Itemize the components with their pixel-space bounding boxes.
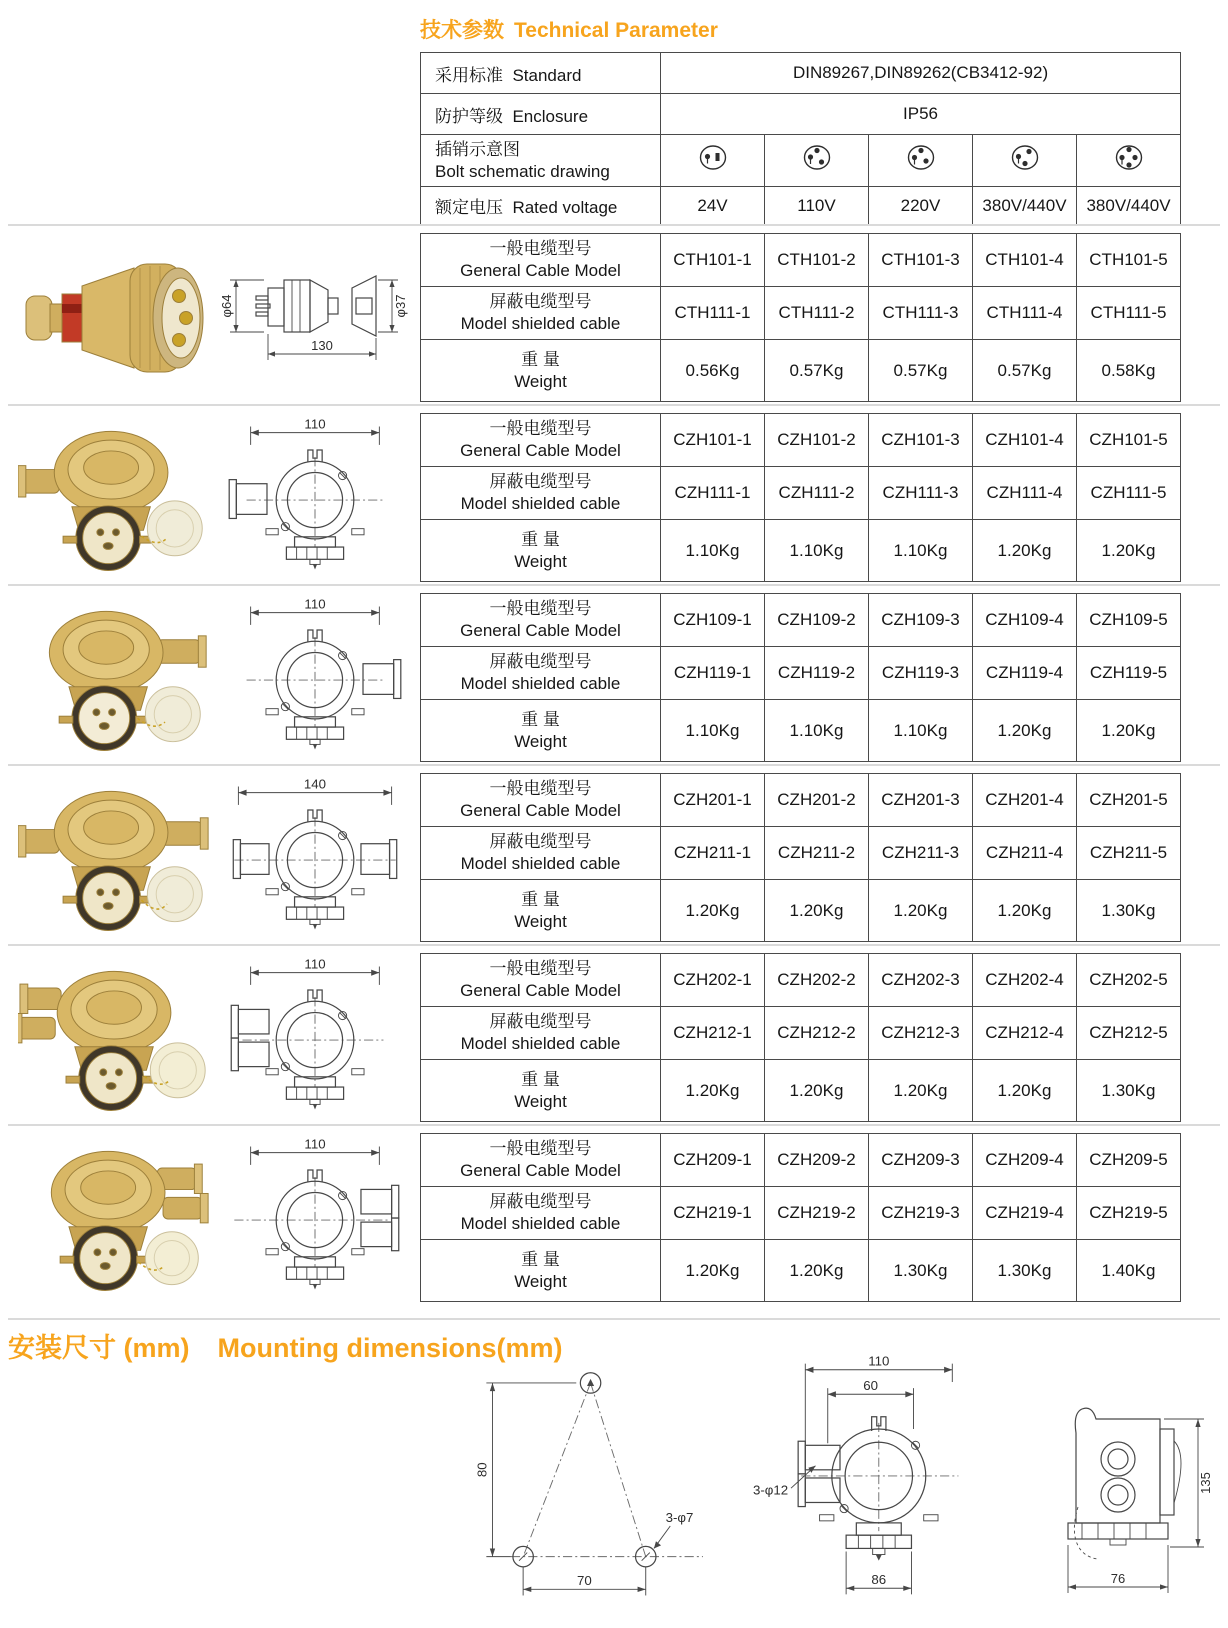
general-model: CZH101-3 [869,414,973,467]
product-section-czh101 [0,408,1228,586]
shielded-model: CZH212-5 [1077,1007,1181,1060]
general-model: CZH201-4 [973,774,1077,827]
enclosure-value: IP56 [661,94,1181,135]
shielded-model: CZH212-4 [973,1007,1077,1060]
spec-table-czh202 [420,953,1181,1122]
technical-parameter-table [420,52,1181,225]
socket-photo-illustration [18,1134,214,1300]
product-section-czh201 [0,768,1228,946]
row-label-general-model: 一般电缆型号 General Cable Model [421,414,661,467]
pin-diagram-380v-4p-cell [1077,135,1181,187]
shielded-model: CZH212-3 [869,1007,973,1060]
enclosure-label-zh: 防护等级 [435,106,503,126]
shielded-model: CZH119-4 [973,647,1077,700]
socket-dimension-drawing [220,594,410,760]
dim-label: 110 [304,1136,326,1152]
dim-label: 110 [304,416,326,432]
product-photo-socket [18,954,214,1120]
product-photo-socket [18,1134,214,1300]
shielded-model: CZH119-5 [1077,647,1181,700]
shielded-model: CZH211-4 [973,827,1077,880]
general-model: CZH201-3 [869,774,973,827]
shielded-model: CTH111-2 [765,287,869,340]
general-model: CZH109-2 [765,594,869,647]
general-model: CZH109-4 [973,594,1077,647]
weight-value: 1.20Kg [661,880,765,942]
voltage-label [421,187,661,225]
pin-diagram-380v-cell [973,135,1077,187]
row-label-weight: 重 量 Weight [421,1060,661,1122]
weight-value: 1.20Kg [765,880,869,942]
socket-dimension-drawing [220,774,410,940]
shielded-model: CZH119-3 [869,647,973,700]
pin-diagram-110v-cell [765,135,869,187]
pin-diagram-3pin-icon [901,142,941,174]
weight-value: 1.20Kg [973,880,1077,942]
shielded-model: CZH119-2 [765,647,869,700]
dim-label: 130 [311,338,333,353]
shielded-model: CZH219-2 [765,1187,869,1240]
general-model: CZH101-4 [973,414,1077,467]
dim-label: 70 [577,1573,592,1589]
voltage-value: 220V [869,187,973,225]
shielded-model: CZH111-2 [765,467,869,520]
hole-pattern-drawing [470,1352,705,1608]
shielded-model: CZH219-5 [1077,1187,1181,1240]
general-model: CZH201-2 [765,774,869,827]
enclosure-label [421,94,661,135]
standard-label-zh: 采用标准 [435,65,503,85]
row-label-shielded-model: 屏蔽电缆型号 Model shielded cable [421,827,661,880]
product-drawing-plug [220,234,410,400]
spec-table-czh209 [420,1133,1181,1302]
title-zh: 技术参数 [420,19,504,42]
pin-diagram-3pin-icon [1005,142,1045,174]
voltage-value: 380V/440V [1077,187,1181,225]
voltage-value: 380V/440V [973,187,1077,225]
dim-label: 135 [1198,1472,1213,1494]
weight-value: 1.20Kg [869,880,973,942]
product-drawing-socket [220,954,410,1120]
socket-photo-illustration [18,954,214,1120]
general-model: CZH201-5 [1077,774,1181,827]
voltage-label-zh: 额定电压 [435,198,503,217]
row-label-weight: 重 量 Weight [421,1240,661,1302]
shielded-model: CZH219-4 [973,1187,1077,1240]
weight-value: 1.20Kg [765,1240,869,1302]
pin-diagram-4pin-icon [1109,142,1149,174]
shielded-model: CZH211-2 [765,827,869,880]
general-model: CZH202-2 [765,954,869,1007]
general-model: CTH101-3 [869,234,973,287]
product-drawing-socket [220,1134,410,1300]
weight-value: 1.10Kg [765,700,869,762]
standard-value: DIN89267,DIN89262(CB3412-92) [661,53,1181,94]
voltage-value: 110V [765,187,869,225]
socket-dimension-drawing [220,954,410,1120]
product-drawing-socket [220,414,410,580]
general-model: CZH202-4 [973,954,1077,1007]
general-model: CZH209-3 [869,1134,973,1187]
socket-dimension-drawing [220,414,410,580]
weight-value: 0.57Kg [973,340,1077,402]
dim-label: 3-φ7 [665,1509,694,1525]
mount-title-zh: 安装尺寸 (mm) [8,1333,190,1363]
product-photo-socket [18,414,214,580]
product-photo-plug [18,234,214,400]
weight-value: 1.20Kg [973,520,1077,582]
voltage-label-en: Rated voltage [512,198,618,217]
shielded-model: CZH219-3 [869,1187,973,1240]
enclosure-label-en: Enclosure [512,106,589,126]
shielded-model: CTH111-5 [1077,287,1181,340]
pin-diagram-24v-cell [661,135,765,187]
product-section-czh109 [0,588,1228,766]
general-model: CZH202-3 [869,954,973,1007]
product-section-czh202 [0,948,1228,1126]
row-label-shielded-model: 屏蔽电缆型号 Model shielded cable [421,647,661,700]
socket-photo-illustration [18,774,214,940]
mounting-drawing-side [1018,1352,1228,1613]
weight-value: 1.10Kg [869,700,973,762]
row-label-general-model: 一般电缆型号 General Cable Model [421,1134,661,1187]
general-model: CZH101-5 [1077,414,1181,467]
dim-label: 76 [1110,1571,1126,1586]
weight-value: 1.10Kg [661,700,765,762]
shielded-model: CZH111-5 [1077,467,1181,520]
shielded-model: CTH111-3 [869,287,973,340]
weight-value: 1.20Kg [973,700,1077,762]
spec-table-cth101 [420,233,1181,402]
technical-parameter-title [420,14,718,44]
pin-diagram-3pin-icon [797,142,837,174]
shielded-model: CZH211-3 [869,827,973,880]
bolt-label-en: Bolt schematic drawing [435,161,610,181]
weight-value: 0.58Kg [1077,340,1181,402]
socket-dimension-drawing [220,1134,410,1300]
standard-label-en: Standard [512,65,582,85]
weight-value: 1.20Kg [765,1060,869,1122]
row-label-general-model: 一般电缆型号 General Cable Model [421,774,661,827]
weight-value: 0.56Kg [661,340,765,402]
pin-diagram-2pin-icon [693,142,733,174]
product-photo-socket [18,774,214,940]
row-label-shielded-model: 屏蔽电缆型号 Model shielded cable [421,467,661,520]
general-model: CZH109-5 [1077,594,1181,647]
shielded-model: CTH111-4 [973,287,1077,340]
shielded-model: CZH111-4 [973,467,1077,520]
plug-photo-illustration [18,234,214,400]
weight-value: 1.10Kg [661,520,765,582]
weight-value: 1.20Kg [1077,700,1181,762]
spec-table-czh101 [420,413,1181,582]
side-view-drawing [1018,1352,1228,1608]
standard-label [421,53,661,94]
general-model: CTH101-1 [661,234,765,287]
general-model: CZH201-1 [661,774,765,827]
product-drawing-socket [220,774,410,940]
general-model: CTH101-4 [973,234,1077,287]
dim-label: φ64 [220,294,234,318]
row-label-weight: 重 量 Weight [421,520,661,582]
weight-value: 1.40Kg [1077,1240,1181,1302]
dim-label: 60 [863,1378,879,1394]
shielded-model: CZH219-1 [661,1187,765,1240]
front-view-drawing [742,1350,987,1608]
row-label-weight: 重 量 Weight [421,700,661,762]
mount-title-en: Mounting dimensions(mm) [217,1333,563,1363]
weight-value: 0.57Kg [765,340,869,402]
dim-label: 80 [474,1462,490,1478]
bolt-label-zh: 插销示意图 [435,139,520,159]
voltage-value: 24V [661,187,765,225]
general-model: CZH209-4 [973,1134,1077,1187]
product-section-plug [0,228,1228,406]
general-model: CTH101-2 [765,234,869,287]
shielded-model: CZH212-2 [765,1007,869,1060]
weight-value: 1.20Kg [973,1060,1077,1122]
weight-value: 1.30Kg [869,1240,973,1302]
general-model: CZH202-1 [661,954,765,1007]
shielded-model: CZH119-1 [661,647,765,700]
general-model: CZH209-2 [765,1134,869,1187]
spec-table-czh109 [420,593,1181,762]
mounting-drawing-hole-pattern [470,1352,705,1613]
general-model: CZH209-5 [1077,1134,1181,1187]
dim-label: 110 [304,596,326,612]
general-model: CTH101-5 [1077,234,1181,287]
general-model: CZH101-1 [661,414,765,467]
general-model: CZH101-2 [765,414,869,467]
bolt-schematic-label [421,135,661,187]
weight-value: 1.30Kg [1077,1060,1181,1122]
weight-value: 1.10Kg [869,520,973,582]
dim-label: 110 [304,956,326,972]
general-model: CZH202-5 [1077,954,1181,1007]
weight-value: 1.30Kg [973,1240,1077,1302]
general-model: CZH109-1 [661,594,765,647]
weight-value: 1.20Kg [661,1060,765,1122]
row-label-shielded-model: 屏蔽电缆型号 Model shielded cable [421,1187,661,1240]
product-drawing-socket [220,594,410,760]
product-section-czh209 [0,1128,1228,1306]
weight-value: 0.57Kg [869,340,973,402]
pin-diagram-220v-cell [869,135,973,187]
row-label-weight: 重 量 Weight [421,340,661,402]
shielded-model: CZH211-5 [1077,827,1181,880]
weight-value: 1.20Kg [1077,520,1181,582]
shielded-model: CTH111-1 [661,287,765,340]
dim-label: 110 [868,1353,890,1369]
socket-photo-illustration [18,594,214,760]
weight-value: 1.30Kg [1077,880,1181,942]
row-label-general-model: 一般电缆型号 General Cable Model [421,234,661,287]
shielded-model: CZH212-1 [661,1007,765,1060]
socket-photo-illustration [18,414,214,580]
shielded-model: CZH111-3 [869,467,973,520]
row-label-shielded-model: 屏蔽电缆型号 Model shielded cable [421,1007,661,1060]
shielded-model: CZH211-1 [661,827,765,880]
row-label-weight: 重 量 Weight [421,880,661,942]
general-model: CZH209-1 [661,1134,765,1187]
mounting-drawing-front [742,1350,987,1613]
row-label-shielded-model: 屏蔽电缆型号 Model shielded cable [421,287,661,340]
weight-value: 1.20Kg [661,1240,765,1302]
product-photo-socket [18,594,214,760]
spec-table-czh201 [420,773,1181,942]
row-label-general-model: 一般电缆型号 General Cable Model [421,954,661,1007]
title-en: Technical Parameter [514,19,718,42]
dim-label: φ37 [393,294,408,318]
row-label-general-model: 一般电缆型号 General Cable Model [421,594,661,647]
weight-value: 1.20Kg [869,1060,973,1122]
plug-dimension-drawing [220,234,410,384]
dim-label: 140 [303,776,327,792]
dim-label: 86 [871,1572,887,1588]
weight-value: 1.10Kg [765,520,869,582]
dim-label: 3-φ12 [753,1482,789,1498]
general-model: CZH109-3 [869,594,973,647]
shielded-model: CZH111-1 [661,467,765,520]
